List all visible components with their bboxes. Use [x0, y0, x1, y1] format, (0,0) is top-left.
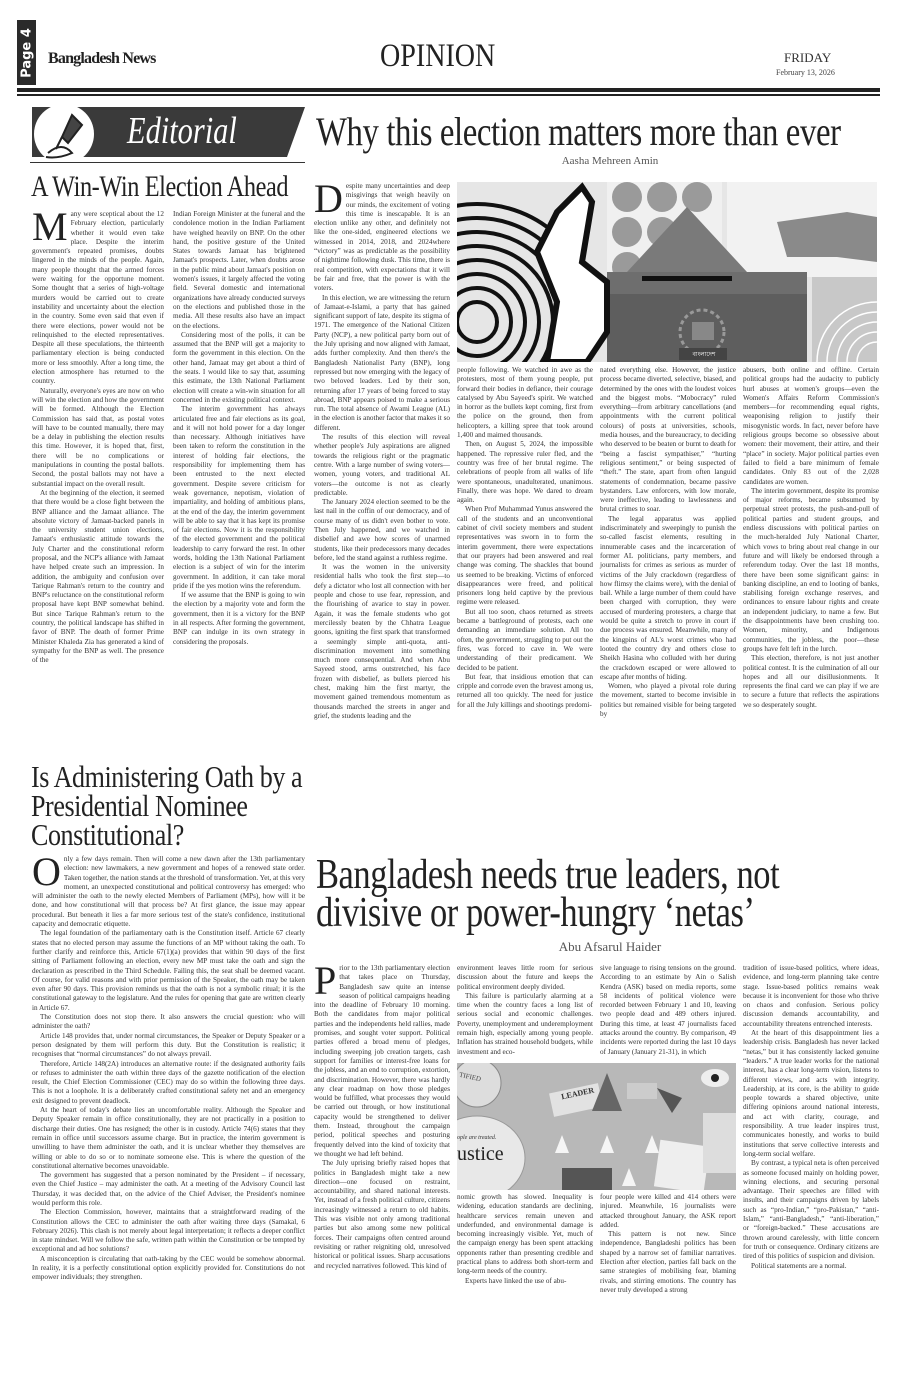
election-article-byline: Aasha Mehreen Amin: [561, 155, 659, 167]
issue-date: February 13, 2026: [776, 68, 835, 77]
fountain-pen-icon: [42, 111, 92, 161]
editorial-column-1: [32, 204, 164, 665]
paragraph: Experts have linked the use of abu-: [465, 1276, 567, 1285]
paragraph: The July uprising briefly raised hopes that politics in Bangladesh might take a new direction—one focused on restraint, accountability, and shared national interests. Yet, instead of a fresh political culture, citizens increasingly witnessed a return to old habits. This was visible not only among traditional parties but also among some new political forces. Their campaigns often centred around revisiting or rather reigniting old, unresolved historical or political issues. Sharp accusations and recycled narratives followed. This kind of: [314, 1159, 450, 1270]
oath-article-body: [32, 849, 305, 1283]
paragraph: tradition of issue-based politics, where ideas, evidence, and long-term planning take centre stage. Issue-based politics remains weak because it is inconvenient for those who thrive on chaos and confusion. Serious policy discussion demands accountability, and accountability threatens entrenched interests.: [743, 964, 879, 1028]
collage-label-justice: ustice: [457, 1143, 504, 1165]
paragraph: At the heart of this disappointment lies a leadership crisis. Bangladesh has never lacked “netas,” but it has consistently lacked genuine “leaders.” A true leader works for the national interest, has a clear long-term vision, listens to different views, and acts with integrity. Leadership, at its core, is the ability to guide people towards a shared objective, unite differing opinions around national interests, and act with clarity, courage, and responsibility. A true leader inspires trust, communicates honestly, and works to build institutions that serve collective interests and long-term social welfare.: [743, 1029, 879, 1158]
ballot-box-illustration: [457, 182, 877, 362]
editorial-banner: [32, 107, 305, 157]
paragraph: Considering most of the polls, it can be assumed that the BNP will get a majority to form the government in this election. On the other hand, Jamaat may get about a third of the seats. I would like to say that, assuming this estimate, the 13th National Parliament election will create a win-win situation for all concerned in the existing political context.: [173, 330, 305, 404]
paragraph: It was the women in the university residential halls who took the first step—to defy a dictator who lost all connection with her people and chose to use fear, repression, and the flourishing of avarice to stay in power. Again, it was the female students who got mercilessly beaten by the Chhatra League goons, igniting the first spark that transformed a seemingly simple anti-quota, anti-discrimination movement into something much more consequential. And when Abu Sayeed stood, arms outstretched, his face frozen with disbelief, as bullets pierced his chest, making him the first martyr, the movement gained tremendous momentum as thousands marched the streets in anger and grief, the students leading and the: [314, 563, 450, 720]
editorial-body: [32, 204, 305, 665]
paragraph: people following. We watched in awe as the protesters, most of them young people, put forward their bodies in defiance, their courage catalysed by Abu Sayeed's spirit. We watched in horror as the bullets kept coming, first from the police on the ground, then from helicopters, a killing spree that took around 1,400 and maimed thousands.: [457, 366, 593, 440]
paragraph: This failure is particularly alarming at a time when the country faces a long list of serious social and economic challenges. Poverty, unemployment and underemployment remain high, especially among young people. Inflation has strained household budgets, while investment and eco-: [457, 991, 593, 1056]
paragraph: At the heart of today's debate lies an uncomfortable reality. Although the Speaker and Deputy Speaker remain in office constitutionally, they are not practically in a position to discharge their duties. One has resigned; the other is in custody. Article 74(6) states that they remain in office until successors assume charge. But in practice, the interim government is unwilling to have them administer the oath, and it is unclear whether they themselves are willing or able to do so or to nominate someone else. This is where the question of the constitutional alternative becomes unavoidable.: [32, 1106, 305, 1170]
paragraph: nomic growth has slowed. Inequality is widening, education standards are declining, healthcare services remain uneven and underfunded, and environmental damage is becoming increasingly visible. Yet, much of the campaign energy has been spent attacking opponents rather than presenting credible and practical plans to address both short-term and long-term needs of the country.: [457, 1193, 593, 1276]
paragraph: The Election Commission, however, maintains that a straightforward reading of the Constitution allows the CEC to administer the oath after waiting three days (Samakal, 6 February 2026). This clash is not merely about legal interpretation; it reflects a deeper conflict in state mindset. Will we follow the safe, written path within the Constitution or be tempted by exceptional and ad hoc solutions?: [32, 1208, 305, 1254]
paragraph: The legal foundation of the parliamentary oath is the Constitution itself. Article 67 clearly states that no elected person may assume the functions of an MP without taking the oath. To further clarify and reinforce this, Article 67(1)(a) provides that within 90 days of the first sitting of Parliament following an election, every new MP must take the oath and sign the declaration as prescribed in the Third Schedule. Failing this, the seat shall be deemed vacant. Of course, for valid reasons and with prior permission of the Speaker, the oath may be taken even after 90 days. This provision reminds us that the oath is not a symbolic ritual; it is the constitutional gateway to the legislature. And the rules for opening that gate are written clearly in Article 67.: [32, 929, 305, 1012]
page-label: Page 4: [19, 27, 34, 78]
paragraph: nly a few days remain. Then will come a new dawn after the 13th parliamentary election: new lawmakers, a new government and hopes of a renewed state order. Taken together, the nation stands at the threshold of transformation. Yet, at this very moment, an unexpected constitutional and political controversy has emerged: who will administer the oath to the newly elected Members of Parliament (MPs), how will it be done, and how constitutional will that process be? At first glance, the issue may appear procedural. But beneath it lies a far more serious test of the state's confidence, institutional capacity and democratic etiquette.: [32, 855, 305, 929]
paragraph: This pattern is not new. Since independence, Bangladeshi politics has been shaped by a narrow set of familiar narratives. Election after election, parties fall back on the same strategies of mobilising fear, blaming rivals, and stirring emotions. The country has never truly developed a strong: [600, 1230, 736, 1294]
paragraph: Women, who played a pivotal role during the movement, started to become invisible in politics but remained visible for being targeted by: [600, 682, 736, 718]
paragraph: nated everything else. However, the justice process became diverted, selective, biased, and determined by the ones with the loudest voices and the biggest mobs. “Mobocracy” ruled everything—from arbitrary cancellations (and appointments with the current political colours) of posts at universities, schools, media houses, and the bureaucracy, to deciding who deserved to be beaten or burnt to death for “being a fascist sympathiser,” “hurting religious sentiment,” or being suspected of “theft.” The state, apart from often languid statements of condemnation, became passive bystanders. Law enforcers, with low morale, were ineffective, leading to lawlessness and brutal crimes to soar.: [600, 366, 736, 514]
election-column-4: [743, 366, 879, 710]
leaders-article-title: [316, 852, 780, 936]
masthead-rule-thick: [17, 88, 880, 92]
leaders-column-4: [743, 964, 879, 1271]
paragraph: The Constitution does not stop there. It also answers the crucial question: who will administer the oath?: [32, 1013, 305, 1031]
leadership-collage-illustration: [457, 1063, 736, 1190]
paragraph: The interim government, despite its promise of major reforms, became subsumed by perpetual street protests, the push-and-pull of political parties and student groups, and endless discussions with political parties on the much-heralded July National Charter, which vows to bring about real change in our future and will likely be endorsed through a referendum today. Over the last 18 months, there have been some significant gains: in banking discipline, an end to looting of banks, stabilising foreign exchange reserves, and ordinances to ensure labour rights and create an independent judiciary, to name a few. But the disappointments have been crushing too. Women, minority, and Indigenous communities, the jobless, the poor—these groups have felt left in the lurch.: [743, 486, 879, 653]
editorial-title: A Win-Win Election Ahead: [31, 170, 289, 203]
election-column-3: [600, 366, 736, 719]
paragraph: Therefore, Article 148(2A) introduces an alternative route: if the designated authority fails or refuses to administer the oath within three days of the gazette notification of the election result, the Chief Election Commissioner (CEC) may do so within the following three days. This is not a loophole. It is a deliberately crafted constitutional safety net and an emergency exit designed to prevent deadlock.: [32, 1059, 305, 1105]
collage-graphic: [457, 1063, 736, 1190]
paragraph: The legal apparatus was applied indiscriminately and sweepingly to punish the so-called fascist elements, resulting in innumerable cases and the incarceration of former AL politicians, party members, and journalists for crimes as serious as murder of victims of the July crackdown (regardless of how flimsy the claims were), with the denial of bail. While a large number of them could have been charged with corruption, they were accused of murdering protesters, a charge that would be quite a stretch to prove in court if due process was ensured. Meanwhile, many of the kingpins of AL's worst crimes who had looted the country dry and others close to Sheikh Hasina who colluded with her during the crackdown escaped or were allowed to escape after months of hiding.: [600, 514, 736, 681]
leaders-column-3-top: [600, 964, 736, 1057]
leaders-column-3-bottom: [600, 1193, 736, 1295]
paragraph: The government has suggested that a person nominated by the President – if necessary, even the Chief Justice – may administer the oath. At a meeting of the Advisory Council last Thursday, it was decided that, on the advice of the Chief Adviser, the President's nominee would perform this role.: [32, 1171, 305, 1207]
editorial-banner-label: Editorial: [127, 110, 237, 152]
leaders-title-line-2: divisive or power-hungry ‘netas’: [316, 890, 755, 936]
masthead-rule-thin: [17, 94, 880, 96]
paragraph: environment leaves little room for serious discussion about the future and keeps the political environment deeply divided.: [457, 964, 593, 991]
paragraph: At the beginning of the election, it seemed that there would be a close fight between the BNP alliance and the Jamaat alliance. The absolute victory of Jamaat-backed panels in the university student union elections, Jamaat's enthusiastic attitude towards the July Charter and the constitutional reform proposal, and the NCP's alliance with Jamaat have helped create such an impression. In addition, the ambiguity and confusion over Tarique Rahman's return to the country and BNP's reluctance on the constitutional reform proposal have kept BNP somewhat behind. But since Tarique Rahman's return to the country, the political landscape has shifted in favor of BNP. The death of former Prime Minister Khaleda Zia has generated a kind of sympathy for the BNP as well. The presence of the: [32, 488, 164, 665]
paragraph: espite many uncertainties and deep misgivings that weigh heavily on our minds, the excitement of voting this time is inescapable. It is an election unlike any other, and definitely not like the one-sided, engineered elections we witnessed in 2014, 2018, and 2024where “victory” was as predictable as the possibility of nighttime following dusk. This time, there is real competition, with expectations that it will be fair and free, that the power is with the voters.: [314, 182, 450, 293]
paragraph: rior to the 13th parliamentary election that takes place on Thursday, Bangladesh saw quite an intense season of political campaigns heading into the deadline of February 10 morning. Both the candidates from major political parties and the independents held rallies, made promises, and sought voter support. Political parties offered a broad menu of pledges, including sweeping job creation targets, cash support for families or interest-free loans for the jobless, and an end to corruption, extortion, and discrimination. However, there was hardly any clear roadmap on how those pledges would be fulfilled, what processes they would be carried out through, or how institutional capacity would be strengthened to deliver them. Instead, throughout the campaign period, political speeches and posturing frequently delved into the kind of toxicity that we thought we had left behind.: [314, 964, 450, 1158]
paragraph: Naturally, everyone's eyes are now on who will win the election and how the government will be formed. Although the Election Commission has said that, as postal votes will have to be counted manually, there may be a delay in publishing the election results this time. However, it is hoped that, first, there will be no complications or manipulations in counting the postal ballots. Second, the postal ballots may not have a substantial impact on the overall result.: [32, 386, 164, 488]
oath-article-title: Is Administering Oath by a Presidential Nominee Constitutional?: [31, 759, 303, 852]
paragraph: Political statements are a normal.: [751, 1261, 847, 1270]
paper-name: Bangladesh News: [48, 50, 156, 67]
paragraph: In this election, we are witnessing the return of Jamaat-e-Islami, a party that has gained significant support of late, despite its stigma of 1971. The emergence of the National Citizen Party (NCP), a new political party born out of the July uprising and now aligned with Jamaat, adds further complexity. And then there's the Bangladesh Nationalist Party (BNP), long repressed but now emerging with the legacy of two beloved leaders. Led by their son, returning after 17 years of being forced to stay abroad, BNP appears poised to make a serious run. The total absence of Awami League (AL) in the election is another factor that makes it so different.: [314, 293, 450, 432]
paragraph: sive language to rising tensions on the ground. According to an estimate by Ain o Salish Kendra (ASK) based on media reports, some 58 incidents of political violence were recorded between February 1 and 10, leaving two people dead and 489 others injured. During this time, at least 47 journalists faced attacks around the country. By comparison, 49 incidents were reported during the last 10 days of January (January 21-31), in which: [600, 964, 736, 1056]
paragraph: Article 148 provides that, under normal circumstances, the Speaker or Deputy Speaker or a person designated by them will perform this duty. But the Constitution is realistic; it recognises that “normal circumstances” do not always prevail.: [32, 1031, 305, 1059]
paragraph: If we assume that the BNP is going to win the election by a majority vote and form the government, then it is a victory for the BNP in all respects. After forming the government, BNP can indulge in its own strategy in considering the proposals.: [173, 591, 305, 646]
paragraph: The January 2024 election seemed to be the last nail in the coffin of our democracy, and of course many of us didn't even bother to vote. Then July happened, and we watched in disbelief and awe how scores of unarmed students, like their predecessors many decades before, led the stand against a ruthless regime.: [314, 498, 450, 562]
editorial-rule: [30, 162, 305, 163]
leaders-dropcap: P: [314, 958, 337, 1003]
paragraph: By contrast, a typical neta is often perceived as someone focused mainly on holding power, winning elections, and securing personal advantage. Their speeches are filled with insults, and their campaigns driven by labels such as “pro-Indian,” “pro-Pakistan,” “anti-Islam,” “anti-Bangladesh,” “anti-liberation,” or “foreign-backed.” These accusations are thrown around carelessly, with little concern for truth or consequence. Ordinary citizens are tired of this politics of suspicion and division.: [743, 1159, 879, 1261]
election-dropcap: D: [314, 176, 343, 221]
paragraph: The interim government has always articulated free and fair elections as its goal, and it will not hold power for a day longer than necessary. Although initiatives have been taken to reform the constitution in the interest of holding fair elections, the responsibility for implementing them has been entrusted to the next elected government. Despite severe criticism for weak governance, nepotism, violation of impartiality, and holding of ambitious plans, at the end of the day, the interim government will be able to say that it has kept its promise of fair elections. Now it is the responsibility of the elected government and the political leadership to carry forward the rest. In other words, holding the 13th National Parliament election is a subject of win for the interim government. In addition, it can take moral pride if the yes motion wins the referendum.: [173, 405, 305, 590]
leaders-column-1: [314, 958, 450, 1271]
collage-label-treated: ople are treated.: [457, 1135, 497, 1141]
election-article-title: Why this election matters more than ever: [316, 109, 841, 154]
paragraph: But fear, that insidious emotion that can cripple and corrode even the bravest among us, returned all too quickly. The need for justice for all the July killings and shootings predomi-: [457, 672, 593, 709]
paragraph: Indian Foreign Minister at the funeral and the condolence motion in the Indian Parliament have weighed heavily on BNP. On the other hand, the positive gesture of the United States towards Jamaat has brightened Jamaat's prospects. Later, when doubts arose in the public mind about Jamaat's position on women's issues, it largely affected the voting field. Several domestic and international organizations have already conducted surveys on the elections and published those in the media. All these results also have an impact on the elections.: [173, 210, 305, 330]
paragraph: four people were killed and 414 others were injured. Meanwhile, 16 journalists were attacked throughout January, the ASK report added.: [600, 1193, 736, 1229]
paragraph: abusers, both online and offline. Certain political groups had the audacity to publicly hurl abuses at women's groups—even the Women's Affairs Reform Commission's members—for recommending equal rights, weaponising religion to justify their misogynistic words. In fact, never before have religious groups become so obsessive about women: their movement, their attire, and their “place” in society. Major political parties even failed to field a bare minimum of female candidates. Only 83 out of the 2,028 candidates are women.: [743, 366, 879, 486]
leaders-column-2-top: [457, 964, 593, 1057]
ballot-illustration: [457, 182, 877, 362]
ballot-box-emblem-label: বাংলাদেশ: [692, 351, 716, 358]
section-title: OPINION: [380, 38, 496, 74]
paragraph: When Prof Muhammad Yunus answered the call of the students and an unconventional cabinet of civil society members and student representatives was sworn in to form the interim government, there were expectations that our prayers had been answered and real change was coming. The shackles that bound us seemed to be breaking. Victims of enforced disappearances were freed, and political prisoners long held captive by the previous regime were released.: [457, 505, 593, 607]
election-column-1: [314, 176, 450, 721]
paragraph: A misconception is circulating that oath-taking by the CEC would be somehow abnormal. In reality, it is a perfectly constitutional option explicitly provided for. Constitutions do not empower individuals; they strengthen.: [32, 1254, 305, 1282]
paragraph: Then, on August 5, 2024, the impossible happened. The repressive ruler fled, and the country was free of her brutal regime. The celebrations of people from all walks of life were spontaneous, unadulterated, unanimous. Finally, there was hope. We dared to dream again.: [457, 440, 593, 505]
leaders-title-line-1: Bangladesh needs true leaders, not: [316, 852, 780, 898]
issue-day: FRIDAY: [784, 50, 832, 65]
oath-dropcap: O: [32, 849, 61, 894]
election-column-2: [457, 366, 593, 710]
paragraph: This election, therefore, is not just another political contest. It is the culmination of all our hopes and all our disillusionments. It represents the final card we can play if we are to secure a future that reflects the aspirations we so desperately sought.: [743, 654, 879, 709]
leaders-article-byline: Abu Afsarul Haider: [558, 939, 662, 954]
editorial-dropcap: M: [32, 204, 68, 249]
editorial-column-2: [173, 210, 305, 646]
paragraph: The results of this election will reveal whether people's July aspirations are aligned towards the religious right or the pragmatic centre. With a large number of swing voters—women, young voters, and traditional AL voters—the outcome is not as clearly predictable.: [314, 433, 450, 497]
page-number-tab: [17, 20, 36, 85]
collage-label-leader: LEADER: [560, 1085, 595, 1102]
paragraph: But all too soon, chaos returned as streets became a battleground of protests, each one demanding an immediate solution. All too often, the government, struggling to put out the fires, was forced to cave in. We were understanding of their predicament. We decided to be patient.: [457, 607, 593, 672]
paragraph: any were sceptical about the 12 February election, particularly whether it would even take place. Despite the interim government's repeated promises, doubts lingered in the minds of the people. Again, many people thought that the armed forces were waiting for the opportune moment. Some thought that a series of high-voltage murders would be carried out to create instability and uncertainty about the election in the country. Some even said that even if there were elections, power would not be relinquished to the elected representatives. Despite all these speculations, the thirteenth parliamentary election is being conducted more or less smoothly. After a long time, the election atmosphere has returned to the country.: [32, 210, 164, 386]
leaders-column-2-bottom: [457, 1193, 593, 1286]
collage-label-certified: TIFIED: [458, 1070, 482, 1084]
